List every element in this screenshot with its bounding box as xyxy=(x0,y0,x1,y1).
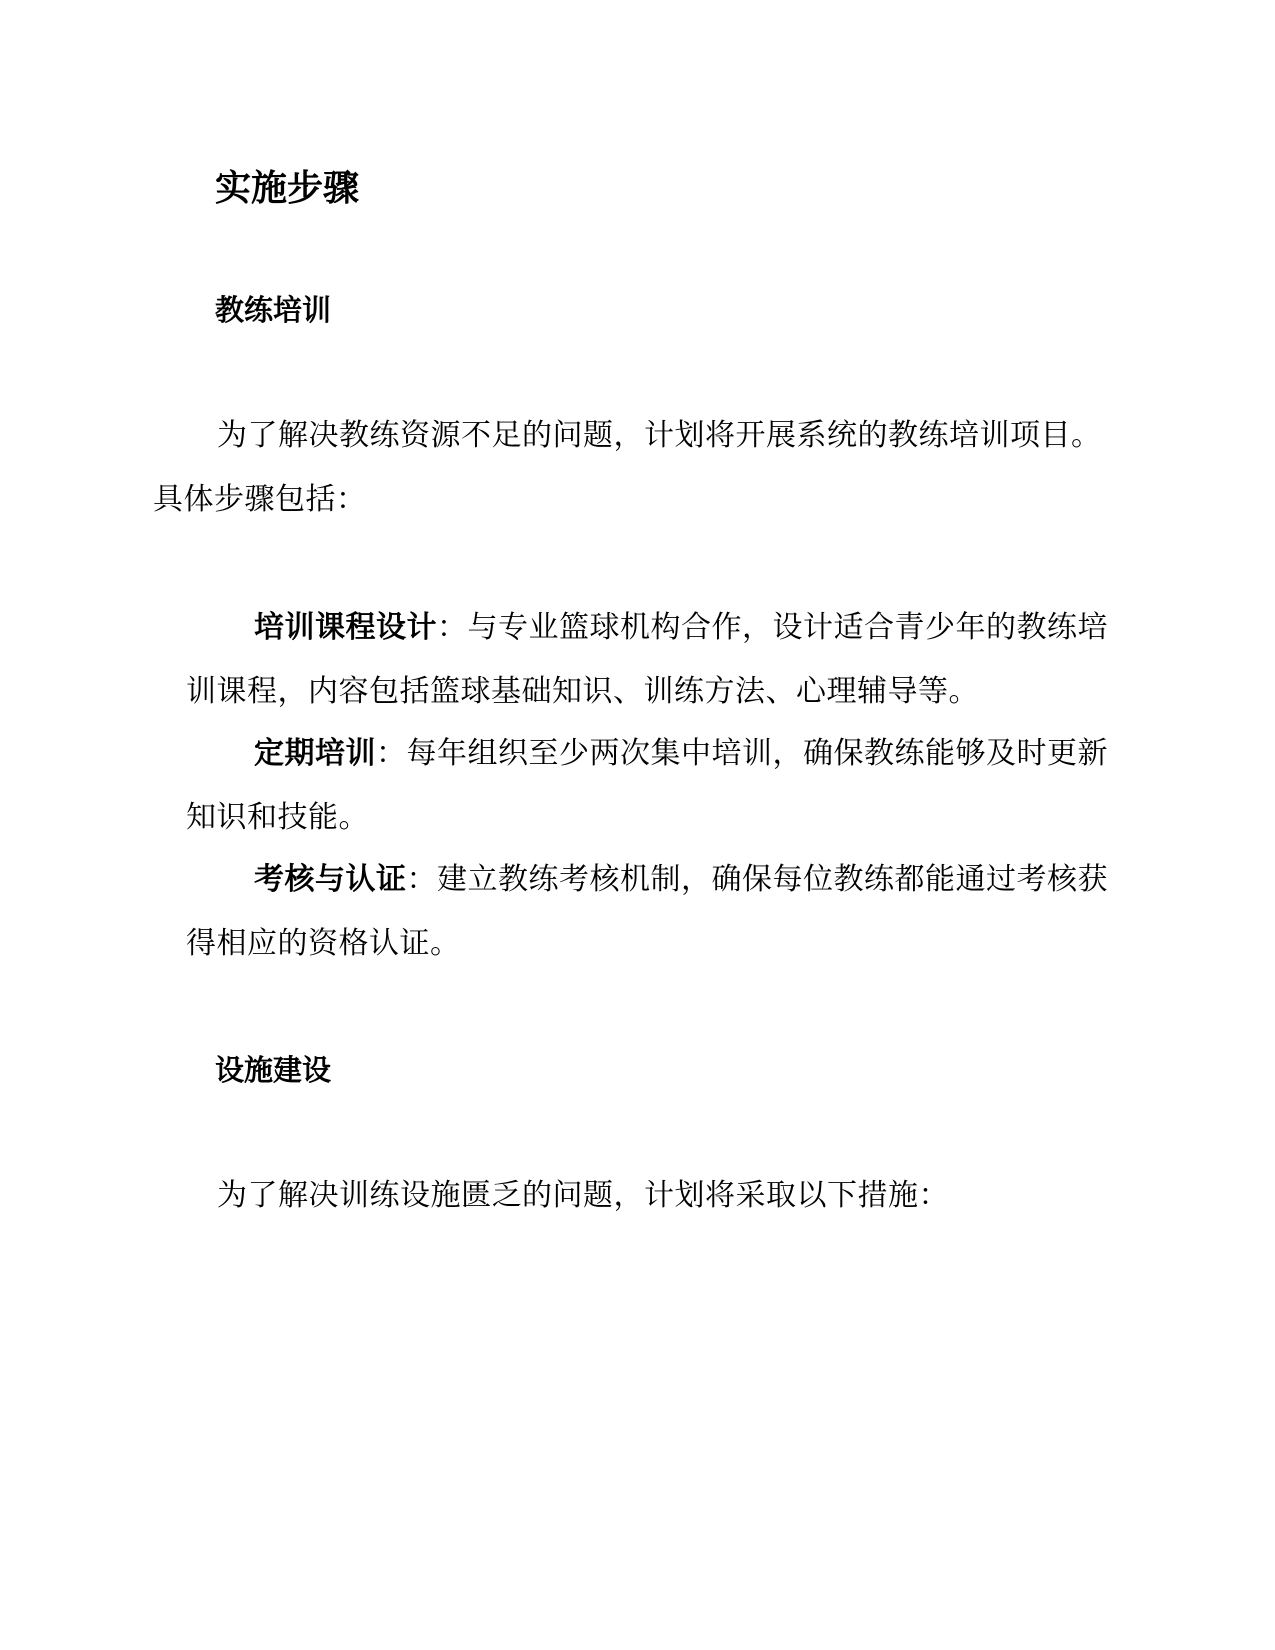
item-text: ：每年组织至少两次集中培训，确保教练能够及时更新知识和技能。 xyxy=(186,736,1108,835)
section-intro-facilities: 为了解决训练设施匮乏的问题，计划将采取以下措施： xyxy=(217,1178,949,1213)
list-item xyxy=(186,848,1116,976)
list-item xyxy=(186,596,1116,724)
section-intro-coach-training: 为了解决教练资源不足的问题，计划将开展系统的教练培训项目。具体步骤包括： xyxy=(153,418,1102,517)
item-term: 培训课程设计 xyxy=(254,610,437,645)
list-item xyxy=(186,722,1116,850)
item-text: ：与专业篮球机构合作，设计适合青少年的教练培训课程，内容包括篮球基础知识、训练方法、心理辅导等。 xyxy=(186,610,1108,709)
item-term: 定期培训 xyxy=(254,736,376,771)
section-title-coach-training: 教练培训 xyxy=(215,293,332,327)
page-heading: 实施步骤 xyxy=(215,168,360,209)
section-title-facilities: 设施建设 xyxy=(215,1053,332,1087)
item-text: ：建立教练考核机制，确保每位教练都能通过考核获得相应的资格认证。 xyxy=(186,862,1108,961)
item-term: 考核与认证 xyxy=(254,862,407,897)
